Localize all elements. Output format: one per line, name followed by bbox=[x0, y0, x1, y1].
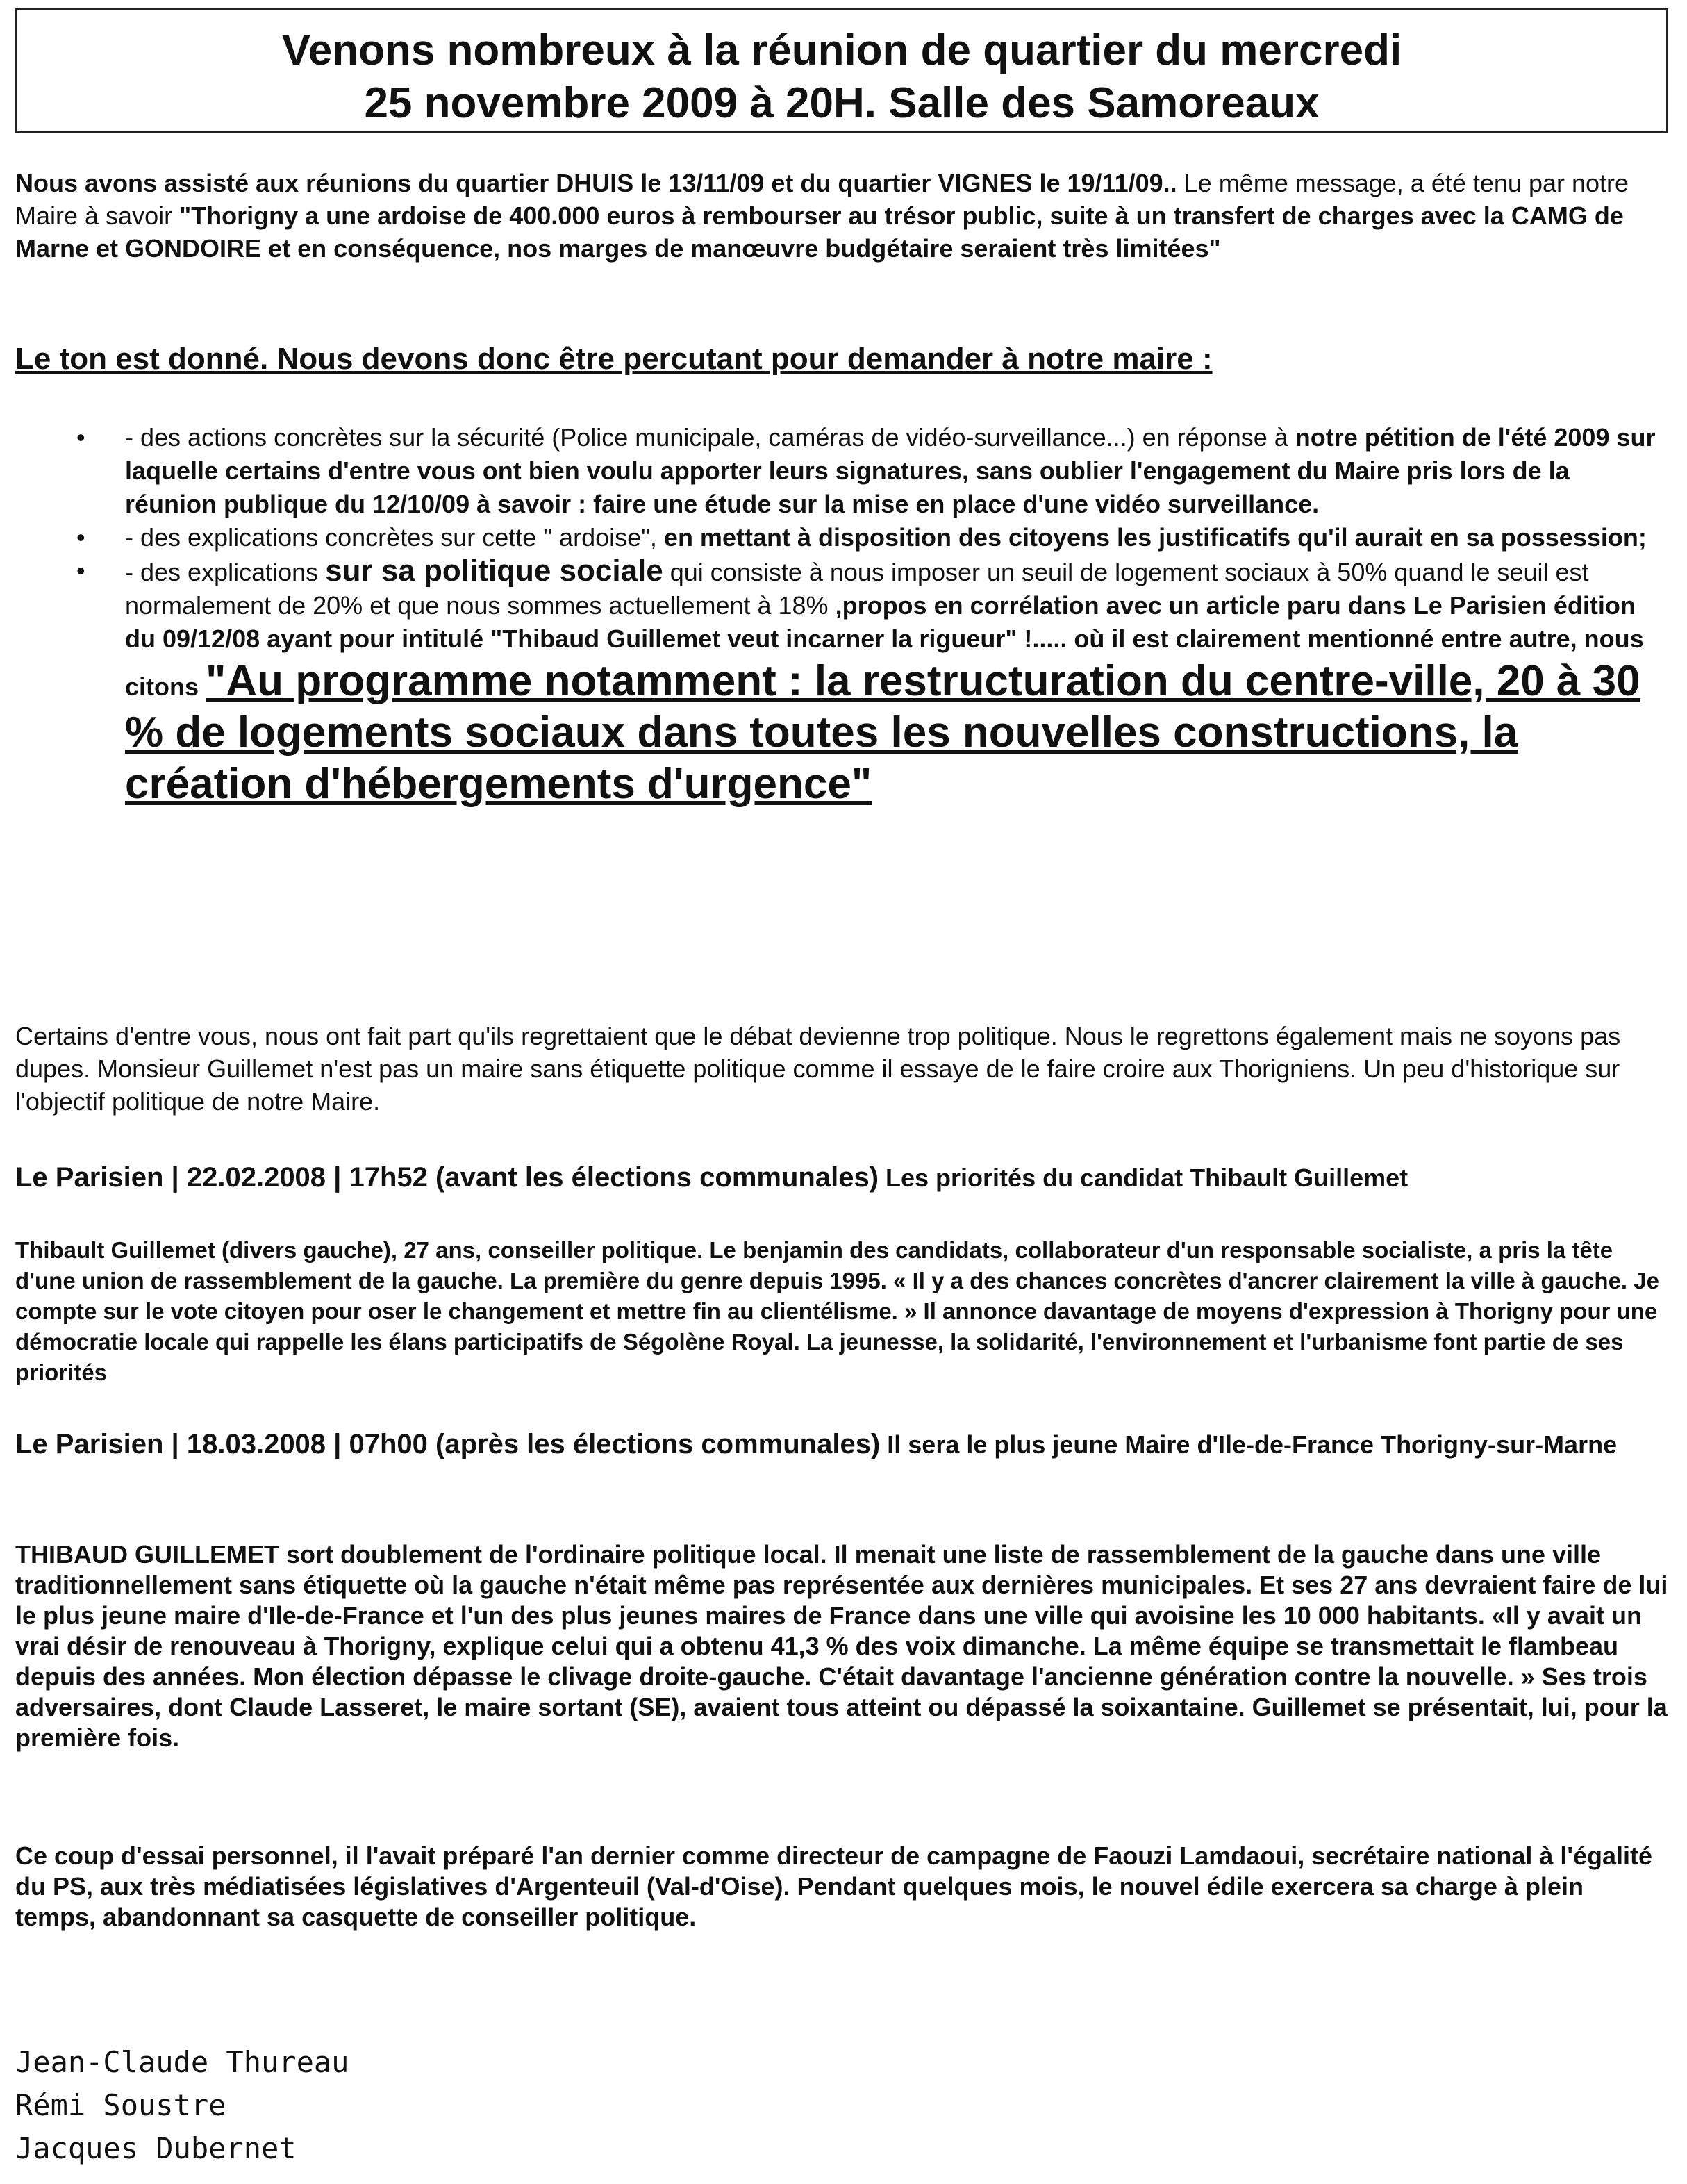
source-2-body-1: THIBAUD GUILLEMET sort doublement de l'ordinaire politique local. Il menait une liste de rassemblement de la gauche dans une ville traditionnellement sans étiquette où la gauche n'était même pas représentée aux dernières municipales. Et ses 27 ans devraient faire de lui le plus jeune maire d'Ile-de-France et l'un des plus jeunes maires de France dans une ville qui avoisine les 10 000 habitants. «Il y avait un vrai désir de renouveau à Thorigny, explique celui qui a obtenu 41,3 % des voix dimanche. La même équipe se transmettait le flambeau depuis des années. Mon élection dépasse le clivage droite-gauche. C'était davantage l'ancienne génération contre la nouvelle. » Ses trois adversaires, dont Claude Lasseret, le maire sortant (SE), avaient tous atteint ou dépassé la soixantaine. Guillemet se présentait, lui, pour la première fois. bbox=[15, 1540, 1668, 1752]
bullet-icon: • bbox=[76, 423, 85, 452]
bullet-1-text: - des actions concrètes sur la sécurité (Police municipale, caméras de vidéo-surveillance...) en réponse à bbox=[125, 423, 1295, 452]
bullet-icon: • bbox=[76, 556, 85, 585]
bullet-2-text: - des explications concrètes sur cette " ardoise", bbox=[125, 523, 664, 552]
bullet-1-bold: notre pétition de l'été 2009 sur laquelle certains d'entre vous ont bien voulu apporter leurs signatures, sans oublier l'engagement du Maire pris lors de la réunion publique du 12/10/09 à savoir : faire une étude sur la mise en place d'une vidéo surveillance. bbox=[125, 423, 1656, 518]
title-line-2: 25 novembre 2009 à 20H. Salle des Samoreaux bbox=[364, 79, 1320, 127]
program-quote: "Au programme notamment : la restructuration du centre-ville, 20 à 30 % de logements sociaux dans toutes les nouvelles constructions, la création d'hébergements d'urgence" bbox=[125, 657, 1640, 808]
source-1-body: Thibault Guillemet (divers gauche), 27 ans, conseiller politique. Le benjamin des candidats, collaborateur d'un responsable socialiste, a pris la tête d'une union de rassemblement de la gauche. La première du genre depuis 1995. « Il y a des chances concrètes d'ancrer clairement la ville à gauche. Je compte sur le vote citoyen pour oser le changement et mettre fin au clientélisme. » Il annonce davantage de moyens d'expression à Thorigny pour une démocratie locale qui rappelle les élans participatifs de Ségolène Royal. La jeunesse, la solidarité, l'environnement et l'urbanisme font partie de ses priorités bbox=[15, 1237, 1659, 1385]
signature-list bbox=[15, 2041, 349, 2170]
signature-name: Jean-Claude Thureau bbox=[15, 2045, 349, 2079]
source-1-title: Les priorités du candidat Thibault Guillemet bbox=[879, 1164, 1408, 1192]
source-2-citation: Le Parisien | 18.03.2008 | 07h00 (après les élections communales) bbox=[15, 1429, 881, 1459]
signature-name: Jacques Dubernet bbox=[15, 2131, 297, 2165]
bullet-3-emphasis: sur sa politique sociale bbox=[325, 554, 663, 588]
bullet-3-bold: ,propos en corrélation avec un article paru dans Le Parisien édition du 09/12/08 ayant pour intitulé "Thibaud Guillemet veut incarner la rigueur" !..... où il est clairement mentionné entre autre, nous citons bbox=[125, 591, 1644, 701]
source-2-body-2: Ce coup d'essai personnel, il l'avait préparé l'an dernier comme directeur de campagne de Faouzi Lamdaoui, secrétaire national à l'égalité du PS, aux très médiatisées législatives d'Argenteuil (Val-d'Oise). Pendant quelques mois, le nouvel édile exercera sa charge à plein temps, abandonnant sa casquette de conseiller politique. bbox=[15, 1842, 1653, 1931]
section-heading: Le ton est donné. Nous devons donc être percutant pour demander à notre maire : bbox=[15, 342, 1213, 376]
bullet-2-bold: en mettant à disposition des citoyens les justificatifs qu'il aurait en sa possession; bbox=[663, 523, 1647, 552]
title-line-1: Venons nombreux à la réunion de quartier du mercredi bbox=[281, 26, 1402, 74]
list-item bbox=[76, 421, 1667, 521]
bullet-icon: • bbox=[76, 523, 85, 552]
list-item bbox=[76, 521, 1667, 554]
signature-name: Rémi Soustre bbox=[15, 2088, 226, 2122]
intro-part-3: "Thorigny a une ardoise de 400.000 euros à rembourser au trésor public, suite à un transfert de charges avec la CAMG de Marne et GONDOIRE et en conséquence, nos marges de manœuvre budgétaire seraient très limitées" bbox=[15, 201, 1624, 263]
title-banner bbox=[15, 8, 1668, 133]
middle-paragraph: Certains d'entre vous, nous ont fait part qu'ils regrettaient que le débat devienne trop politique. Nous le regrettons également mais ne soyons pas dupes. Monsieur Guillemet n'est pas un maire sans étiquette politique comme il essaye de le faire croire aux Thorigniens. Un peu d'historique sur l'objectif politique de notre Maire. bbox=[15, 1022, 1621, 1116]
source-2-title: Il sera le plus jeune Maire d'Ile-de-France Thorigny-sur-Marne bbox=[880, 1430, 1618, 1459]
intro-part-1: Nous avons assisté aux réunions du quartier DHUIS le 13/11/09 et du quartier VIGNES le 19/11/09.. bbox=[15, 169, 1177, 197]
bullet-3-text-2: qui consiste à nous imposer un seuil de logement sociaux à 50% quand le seuil est normalement de 20% et que nous sommes actuellement à 18% bbox=[125, 558, 1589, 620]
source-1-header bbox=[15, 1161, 1668, 1194]
list-item bbox=[76, 554, 1667, 810]
intro-part-2: Le même message, a été tenu par notre Maire à savoir bbox=[15, 169, 1629, 230]
source-2-header bbox=[15, 1428, 1668, 1461]
bullet-3-text: - des explications bbox=[125, 558, 326, 586]
demand-list bbox=[76, 421, 1667, 810]
intro-paragraph bbox=[15, 167, 1668, 265]
source-1-citation: Le Parisien | 22.02.2008 | 17h52 (avant les élections communales) bbox=[15, 1162, 879, 1193]
